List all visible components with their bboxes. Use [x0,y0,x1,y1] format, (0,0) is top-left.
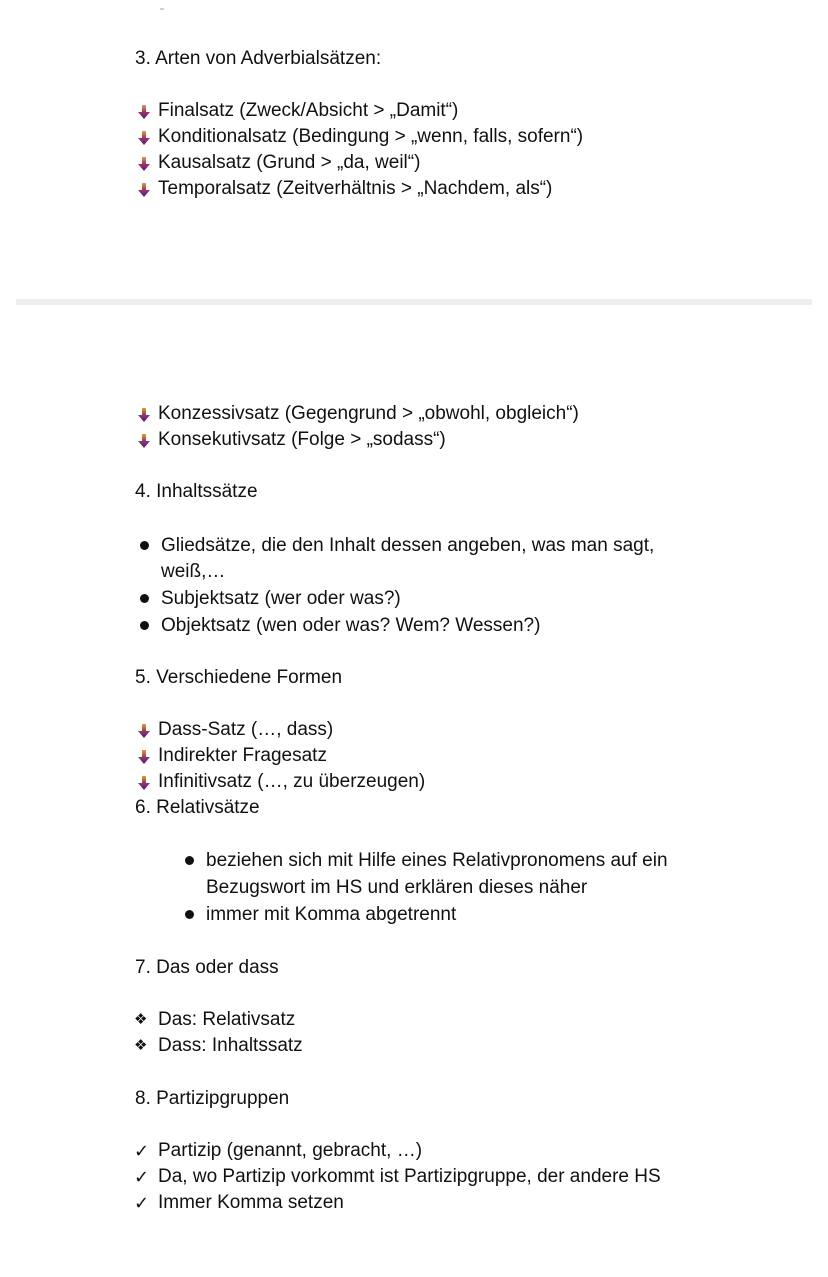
check-bullet-icon: ✓ [134,1167,150,1187]
list-item: Indirekter Fragesatz [158,745,327,766]
check-bullet-icon: ✓ [134,1141,150,1161]
list-item: Das: Relativsatz [158,1009,296,1030]
bullet-dot-icon [140,541,149,550]
bullet-dot-icon [140,621,149,630]
list-item: Konditionalsatz (Bedingung > „wenn, falls, sofern“) [158,126,584,147]
diamond-bullet-icon: ❖ [134,1037,148,1054]
list-item: Subjektsatz (wer oder was?) [161,588,401,609]
list-item: Infinitivsatz (…, zu überzeugen) [158,771,426,792]
page-top-mark [160,8,164,10]
bullet-dot-icon [185,856,194,865]
list-item: Dass: Inhaltssatz [158,1035,303,1056]
list-item: Konzessivsatz (Gegengrund > „obwohl, obgleich“) [158,403,579,424]
list-item: Kausalsatz (Grund > „da, weil“) [158,152,421,173]
list-item: Partizip (genannt, gebracht, …) [158,1140,423,1161]
arrow-bullet-icon [138,408,150,422]
list-item: beziehen sich mit Hilfe eines Relativpronomens auf ein [206,850,668,871]
list-item: Dass-Satz (…, dass) [158,719,334,740]
check-bullet-icon: ✓ [134,1193,150,1213]
arrow-bullet-icon [138,131,150,145]
list-item: immer mit Komma abgetrennt [206,904,457,925]
section-5-heading: 5. Verschiedene Formen [135,667,343,688]
arrow-bullet-icon [138,434,150,448]
list-item: Finalsatz (Zweck/Absicht > „Damit“) [158,100,459,121]
section-7-heading: 7. Das oder dass [135,957,279,978]
diamond-bullet-icon: ❖ [134,1011,148,1028]
list-item: Konsekutivsatz (Folge > „sodass“) [158,429,446,450]
bullet-dot-icon [185,910,194,919]
bullet-dot-icon [140,594,149,603]
arrow-bullet-icon [138,776,150,790]
section-6-heading: 6. Relativsätze [135,797,260,818]
list-item: Temporalsatz (Zeitverhältnis > „Nachdem, als“) [158,178,553,199]
section-3-heading: 3. Arten von Adverbialsätzen: [135,48,382,69]
arrow-bullet-icon [138,724,150,738]
list-item: Objektsatz (wen oder was? Wem? Wessen?) [161,615,541,636]
list-item-continuation: Bezugswort im HS und erklären dieses näher [206,877,588,898]
list-item: Da, wo Partizip vorkommt ist Partizipgruppe, der andere HS [158,1166,661,1187]
arrow-bullet-icon [138,750,150,764]
arrow-bullet-icon [138,157,150,171]
section-8-heading: 8. Partizipgruppen [135,1088,290,1109]
section-4-heading: 4. Inhaltssätze [135,481,258,502]
list-item-continuation: weiß,… [161,561,226,582]
page-break [16,299,812,305]
arrow-bullet-icon [138,105,150,119]
list-item: Immer Komma setzen [158,1192,344,1213]
arrow-bullet-icon [138,183,150,197]
list-item: Gliedsätze, die den Inhalt dessen angeben, was man sagt, [161,535,655,556]
